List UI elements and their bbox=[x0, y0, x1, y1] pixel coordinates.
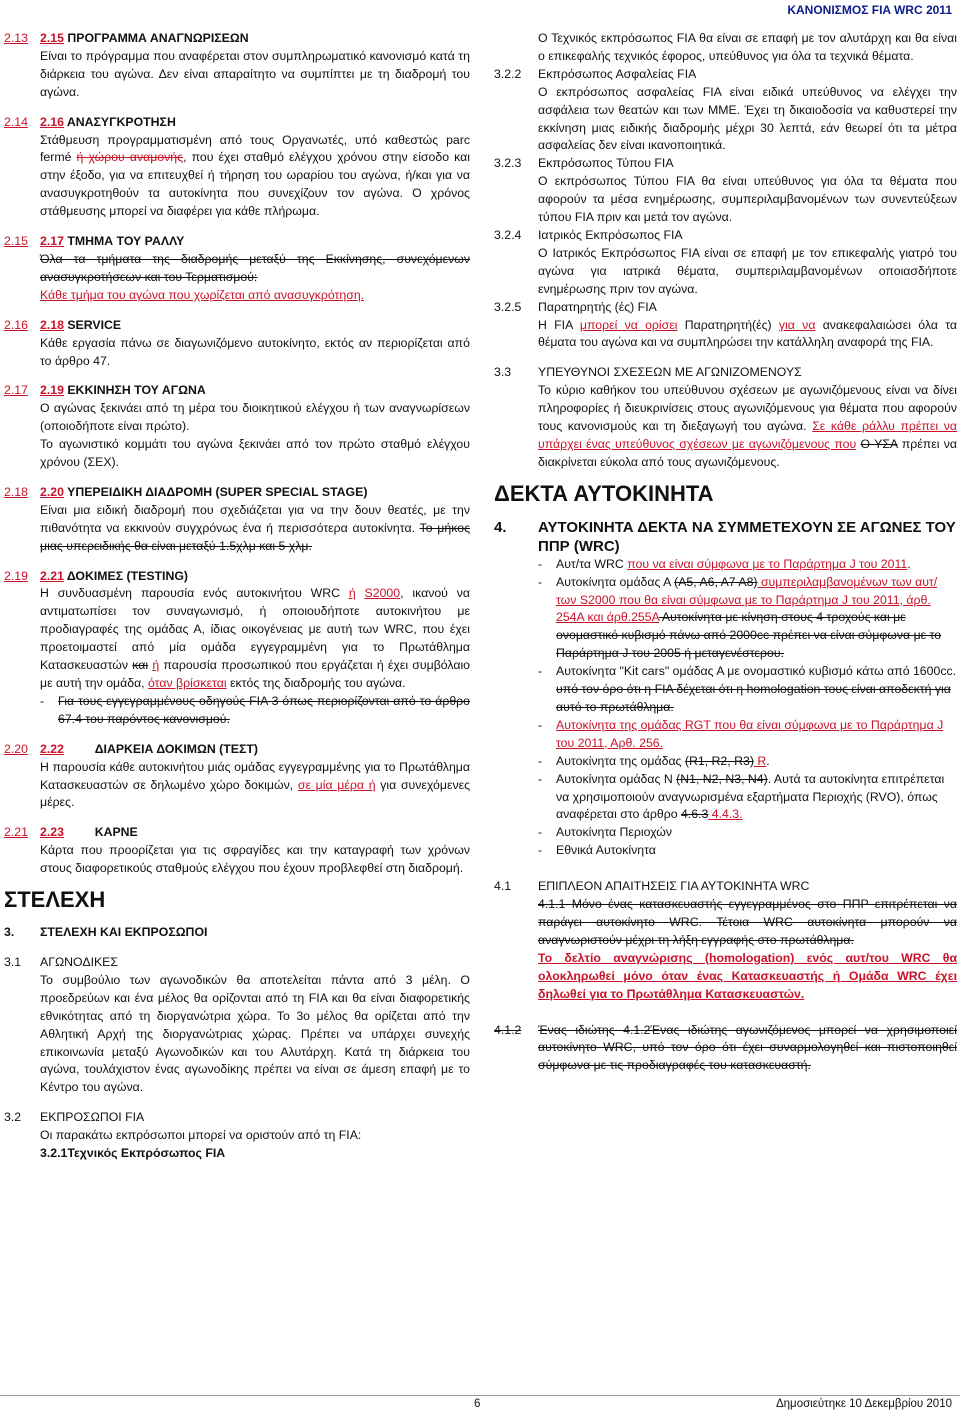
section-3-2-5 bbox=[494, 299, 957, 317]
section-heading: 2.18 SERVICE bbox=[40, 317, 122, 332]
list-item: - Αυτοκίνητα "Kit cars" ομάδας Α με ονομαστικό κυβισμό κάτω από 1600cc. υπό τον όρο ότι η FIA δέχεται ότι η homologation τους είναι αποδεκτή για αυτό το πρωτάθλημα. bbox=[538, 664, 957, 714]
section-text: Η συνδυασμένη παρουσία ενός αυτοκινήτου WRC ή S2000, ικανού να αντιματωπίσει τον συναγωνισμό, ή οποιουδήποτε αυτοκινήτου με προδιαγραφές της ομάδας Α, ίδιας οικογένειας με αυτή των WRC, που έχει προετοιμαστεί από μία ομάδα εγγεγραμμένη για το Πρωτάθλημα Κατασκευαστών και ή παρουσία προσωπικού που εργάζεται ή έχει συμβόλαιο με αυτή την ομάδα, όταν βρίσκεται εκτός της διαδρομής του αγώνα. bbox=[40, 586, 471, 690]
section-heading: ΣΤΕΛΕΧΗ ΚΑΙ ΕΚΠΡΟΣΩΠΟΙ bbox=[40, 925, 208, 940]
section-3 bbox=[4, 924, 470, 942]
section-2-14 bbox=[4, 114, 470, 132]
section-text: Οι παρακάτω εκπρόσωποι μπορεί να οριστούν από τη FIA: bbox=[40, 1128, 362, 1143]
section-number: 2.19 bbox=[4, 568, 28, 583]
list-item: - Αυτοκίνητα ομάδας Α (A5, A6, A7 A8) συμπεριλαμβανομένων των αυτ/των S2000 που θα είναι σύμφωνα με το Παράρτημα J του 2011, άρθ. 254Α και άρθ.255Α Αυτοκίνητα με κίνηση στους 4 τροχούς και με ονομαστικό κυβισμό πάνω από 2000cc πρέπει να είναι σύμφωνα με το Παράρτημα J του 2005 ή μεταγενέστερου. bbox=[538, 574, 942, 661]
section-text: Η παρουσία κάθε αυτοκινήτου μιάς ομάδας εγγεγραμμένης για το Πρωτάθλημα Κατασκευαστών σε δηλωμένο χώρο δοκιμών, σε μία μέρα ή για συνεχόμενες μέρες. bbox=[40, 759, 471, 810]
section-3-2-2 bbox=[494, 66, 957, 84]
section-3-2 bbox=[4, 1109, 470, 1127]
section-number: 2.15 bbox=[4, 234, 28, 249]
section-heading: 2.16 ΑΝΑΣΥΓΚΡΟΤΗΣΗ bbox=[40, 114, 176, 129]
section-number: 3.2 bbox=[4, 1110, 22, 1125]
section-heading: 2.17 ΤΜΗΜΑ ΤΟΥ ΡΑΛΛΥ bbox=[40, 234, 185, 249]
section-2-21 bbox=[4, 824, 470, 842]
list-item: - Αυτοκίνητα ομάδας Ν (N1, N2, N3, N4). Αυτά τα αυτοκίνητα επιτρέπεται να χρησιμοποιούν αναγνωρισμένα εξαρτήματα Περιοχής (RVO), όπως αναφέρεται στο άρθρο 4.6.3 4.4.3. bbox=[538, 771, 945, 822]
section-number: 3. bbox=[4, 925, 15, 940]
section-text: Κάρτα που προορίζεται για τις σφραγίδες και την καταγραφή των χρόνων στους διαφορετικούς σταθμούς ελέγχου που έχουν προβλεφθεί στη διαδρομή. bbox=[40, 843, 470, 876]
section-heading: ΕΠΙΠΛΕΟΝ ΑΠΑΙΤΗΣΕΙΣ ΓΙΑ ΑΥΤΟΚΙΝΗΤΑ WRC bbox=[538, 879, 810, 894]
accepted-cars-heading: ΔΕΚΤΑ ΑΥΤΟΚΙΝΗΤΑ bbox=[494, 480, 714, 506]
publication-date: Δημοσιεύτηκε 10 Δεκεμβρίου 2010 bbox=[775, 1398, 952, 1411]
section-heading: 2.20 ΥΠΕΡΕΙΔΙΚΗ ΔΙΑΔΡΟΜΗ (SUPER SPECIAL STAGE) bbox=[40, 484, 368, 499]
list-item: - Αυτ/τα WRC που να είναι σύμφωνα με το Παράρτημα J του 2011. bbox=[538, 556, 911, 571]
section-text: Το αγωνιστικό κομμάτι του αγώνα ξεκινάει από τον πρώτο σταθμό ελέγχου χρόνου (ΣΕΧ). bbox=[40, 437, 470, 470]
staff-heading: ΣΤΕΛΕΧΗ bbox=[4, 887, 106, 913]
section-heading: 2.21 ΔΟΚΙΜΕΣ (TESTING) bbox=[40, 568, 188, 583]
section-text: Είναι το πρόγραμμα που αναφέρεται στον συμπληρωματικό κανονισμό κατά τη διάρκεια του αγώνα. Δεν είναι απαραίτητο να συμπίπτει με τη διαδρομή του αγώνα. bbox=[40, 48, 470, 99]
section-3-2-3 bbox=[494, 155, 957, 173]
section-number: 3.2.4 bbox=[494, 227, 522, 242]
section-3-2-4 bbox=[494, 227, 957, 245]
section-number: 3.2.5 bbox=[494, 299, 522, 314]
section-number: 3.2.3 bbox=[494, 156, 522, 171]
section-3-3 bbox=[494, 364, 957, 382]
section-text: Ο εκπρόσωπος ασφαλείας FIA είναι ειδικά υπεύθυνος να ελέγχει την ασφάλεια των θεατών και των ΜΜΕ. Έχει τη δικαιοδοσία να καθυστερεί την εκκίνηση μιας ειδικής διαδρομής μέχρι 30 λεπτά, εάν θεωρεί ότι τα μέτρα ασφαλείας δεν είναι ικανοποιητικά. bbox=[538, 84, 957, 153]
section-number: 3.1 bbox=[4, 954, 22, 969]
section-text: Στάθμευση προγραμματισμένη από τους Οργανωτές, υπό καθεστώς parc fermé ή χώρου αναμονής, που έχει σταθμό ελέγχου χρόνου στην είσοδο και στην έξοδο, για να επιτευχθεί ή τήρηση του ωραρίου του αγώνα, ή/και για να ανασυγκροτηθούν τα αυτοκίνητα που συνεχίζουν τον αγώνα. Ο χρόνος στάθμευσης μπορεί να διαφέρει για κάθε πλήρωμα. bbox=[40, 132, 470, 219]
section-text: Όλα τα τμήματα της διαδρομής μεταξύ της Εκκίνησης, συνεχόμενων ανασυγκροτήσεων και του Τερματισμού: Κάθε τμήμα του αγώνα που χωρίζεται από ανασυγκρότηση. bbox=[40, 251, 470, 302]
section-2-16 bbox=[4, 317, 470, 335]
section-number: 3.2.2 bbox=[494, 66, 522, 81]
section-2-18 bbox=[4, 484, 470, 502]
section-text: Η FIA μπορεί να ορίσει Παρατηρητή(ές) για να ανακεφαλαιώσει όλα τα θέματα του αγώνα και να συμπληρώσει την κατάλληλη αναφορά της FIA. bbox=[538, 317, 957, 350]
subsection-heading: 3.2.1Τεχνικός Εκπρόσωπος FIA bbox=[40, 1146, 226, 1161]
section-2-19 bbox=[4, 568, 470, 586]
section-4-1 bbox=[494, 878, 957, 896]
section-heading: ΕΚΠΡΟΣΩΠΟΙ FIA bbox=[40, 1110, 145, 1125]
section-4-1-2 bbox=[494, 1022, 957, 1076]
list-item: - Αυτοκίνητα της ομάδας (R1, R2, R3) R. bbox=[538, 753, 770, 768]
section-text: Το κύριο καθήκον του υπεύθυνου σχέσεων με αγωνιζόμενους είναι να δίνει πληροφορίες ή διευκρινίσεις στους αγωνιζόμενους για θέματα που αφορούν τους κανονισμούς και τη διεξαγωγή του αγώνα. Σε κάθε ράλλυ πρέπει να υπάρχει ένας υπεύθυνος σχέσεων με αγωνιζόμενους που Ο ΥΣΑ πρέπει να διακρίνεται εύκολα από τους αγωνιζόμενους. bbox=[538, 383, 958, 469]
section-number: 2.13 bbox=[4, 31, 28, 45]
section-number: 2.18 bbox=[4, 484, 28, 499]
section-2-13 bbox=[4, 30, 470, 48]
section-text: Ένας ιδιώτης 4.1.2Ένας ιδιώτης αγωνιζόμενος μπορεί να χρησιμοποιεί αυτοκίνητο WRC, υπό τον όρο ότι έχει συναρμολογηθεί και πιστοποιηθεί σύμφωνα με τις προδιαγραφές του κατασκευαστή. bbox=[538, 1022, 957, 1073]
section-text: Ο Τεχνικός εκπρόσωπος FIA θα είναι σε επαφή με τον αλυτάρχη και θα είναι ο επικεφαλής τεχνικός έφορος, υπεύθυνος για όλα τα τεχνικά θέματα. bbox=[538, 31, 957, 63]
section-number: 2.20 bbox=[4, 741, 28, 756]
section-number: 3.3 bbox=[494, 365, 512, 380]
section-heading: Ιατρικός Εκπρόσωπος FIA bbox=[538, 227, 683, 242]
list-item: - Αυτοκίνητα της ομάδας RGT που θα είναι σύμφωνα με το Παράρτημα J του 2011, Αρθ. 256. bbox=[538, 717, 944, 750]
section-heading: ΥΠΕΥΘΥΝΟΙ ΣΧΕΣΕΩΝ ΜΕ ΑΓΩΝΙΖΟΜΕΝΟΥΣ bbox=[538, 365, 802, 380]
section-text: Το συμβούλιο των αγωνοδικών θα αποτελείται πάντα από 3 μέλη. Ο προεδρεύων και ένα μέλος θα ορίζονται από τη FIA και θα είναι διαφορετικής εθνικότητας από τη διοργανώτρια χώρα. Το 3ο μέλος θα ορίζεται από την Αθλητική Αρχή της διοργανώτριας χώρας. Πρέπει να υπάρχει συνεχής επικοινωνία μεταξύ Αγωνοδικών και του Αλυτάρχη. Κατά τη διάρκεια του αγώνα, τουλάχιστον ένας αγωνοδίκης πρέπει να είναι σε άμεση επαφή με το Κέντρο του αγώνα. bbox=[40, 972, 470, 1095]
list-item: - Αυτοκίνητα Περιοχών bbox=[538, 825, 672, 840]
section-number: 4.1.2 bbox=[494, 1022, 522, 1037]
section-number: 2.21 bbox=[4, 825, 28, 840]
section-heading: Παρατηρητής (ές) FIA bbox=[538, 299, 657, 314]
left-column bbox=[4, 30, 470, 1163]
section-heading: ΑΥΤΟΚΙΝΗΤΑ ΔΕΚΤΑ ΝΑ ΣΥΜΜΕΤΕΧΟΥΝ ΣΕ ΑΓΩΝΕΣ ΤΟΥ ΠΠΡ (WRC) bbox=[538, 518, 956, 555]
section-number: 4. bbox=[494, 518, 507, 536]
section-number: 4.1 bbox=[494, 879, 512, 894]
section-number: 2.17 bbox=[4, 383, 28, 398]
struck-bullet: - Για τους εγγεγραμμένους οδηγούς FIA 3 όπως περιορίζονται από το άρθρο 67.4 του παρόντος κανονισμού. bbox=[40, 693, 470, 726]
section-4 bbox=[494, 518, 957, 556]
section-heading: ΑΓΩΝΟΔΙΚΕΣ bbox=[40, 954, 118, 969]
section-heading: Εκπρόσωπος Ασφαλείας FIA bbox=[538, 66, 697, 81]
section-text: Κάθε εργασία πάνω σε διαγωνιζόμενο αυτοκίνητο, εκτός αν περιορίζεται από το άρθρο 47. bbox=[40, 335, 470, 368]
section-heading: 2.19 ΕΚΚΙΝΗΣΗ ΤΟΥ ΑΓΩΝΑ bbox=[40, 383, 206, 398]
section-text: Είναι μια ειδική διαδρομή που σχεδιάζεται για να την δουν θεατές, με την πιθανότητα να εκκινούν συγχρόνως ένα ή περισσότερα αυτοκίνητα. Το μήκος μιας υπερειδικής θα είναι μεταξύ 1.5χλμ και 5 χλμ. bbox=[40, 502, 470, 553]
section-text: Ο εκπρόσωπος Τύπου FIA θα είναι υπεύθυνος για όλα τα θέματα που αφορούν τα μέσα ενημέρωσης, συμπεριλαμβανομένων των συνεντεύξεων τύπου FIA πριν και μετά τον αγώνα. bbox=[538, 174, 957, 225]
section-2-20 bbox=[4, 741, 470, 759]
section-text: Ο Ιατρικός Εκπρόσωπος FIA είναι σε επαφή με τον επικεφαλής γιατρό του αγώνα για ιατρικά θέματα, συμπεριλαμβανομένων οποιασδήποτε ενημέρωσης πριν τον αγώνα. bbox=[538, 245, 957, 296]
section-text: 4.1.1 Μόνο ένας κατασκευαστής εγγεγραμμένος στο ΠΠΡ επιτρέπεται να παράγει αυτοκίνητο WRC. Τέτοια WRC αυτοκίνητα μπορούν να αναγνωριστούν μέχρι τη λήξη εγγραφής στο πρωτάθλημα. Το δελτίο αναγνώρισης (homologation) ενός αυτ/του WRC θα ολοκληρωθεί μόνο όταν ένας Κατασκευαστής ή Ομάδα WRC έχει δηλωθεί για το Πρωτάθλημα Κατασκευαστών. bbox=[538, 897, 957, 1001]
section-text: Ο αγώνας ξεκινάει από τη μέρα του διοικητικού ελέγχου ή των αναγνωρίσεων (οποιοδήποτε είναι πρώτο). bbox=[40, 401, 470, 434]
car-list bbox=[538, 556, 957, 860]
section-number: 2.16 bbox=[4, 317, 28, 332]
page-number: 6 bbox=[474, 1398, 481, 1411]
section-2-17 bbox=[4, 382, 470, 400]
list-item: - Εθνικά Αυτοκίνητα bbox=[538, 843, 656, 858]
document-header-title: ΚΑΝΟΝΙΣΜΟΣ FIA WRC 2011 bbox=[787, 3, 952, 17]
section-3-1 bbox=[4, 954, 470, 972]
section-heading: 2.23 ΚΑΡΝΕ bbox=[40, 825, 138, 840]
section-heading: 2.15 ΠΡΟΓΡΑΜΜΑ ΑΝΑΓΝΩΡΙΣΕΩΝ bbox=[40, 31, 249, 45]
section-heading: Εκπρόσωπος Τύπου FIA bbox=[538, 156, 674, 171]
section-heading: 2.22 ΔΙΑΡΚΕΙΑ ΔΟΚΙΜΩΝ (ΤΕΣΤ) bbox=[40, 741, 258, 756]
section-2-15 bbox=[4, 233, 470, 251]
right-column bbox=[494, 30, 957, 1075]
section-number: 2.14 bbox=[4, 114, 28, 129]
